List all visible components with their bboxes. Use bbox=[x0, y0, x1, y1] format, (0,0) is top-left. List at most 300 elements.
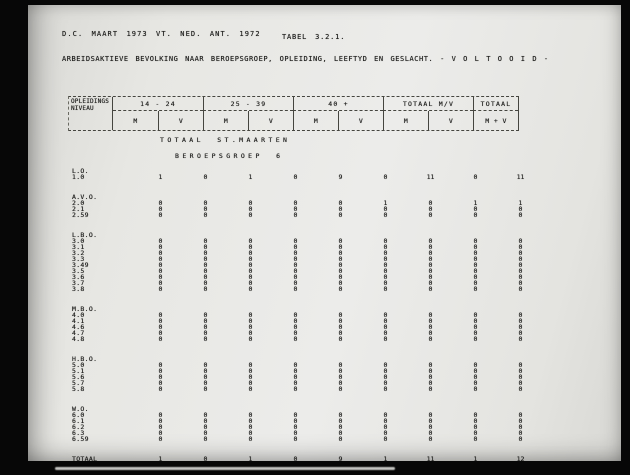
row-code: 3.49 bbox=[72, 261, 89, 269]
cell-value: 0 bbox=[248, 317, 253, 325]
cell-value: 0 bbox=[473, 311, 478, 319]
cell-value: 0 bbox=[428, 211, 433, 219]
cell-value: 0 bbox=[158, 243, 163, 251]
cell-value: 0 bbox=[383, 249, 388, 257]
education-group bbox=[68, 194, 543, 218]
cell-value: 0 bbox=[338, 199, 343, 207]
cell-value: 0 bbox=[428, 373, 433, 381]
cell-value: 0 bbox=[293, 311, 298, 319]
row-code: 5.7 bbox=[72, 379, 85, 387]
cell-value: 0 bbox=[293, 379, 298, 387]
cell-value: 0 bbox=[473, 261, 478, 269]
cell-value: 0 bbox=[293, 279, 298, 287]
cell-value: 0 bbox=[383, 285, 388, 293]
cell-value: 0 bbox=[203, 199, 208, 207]
cell-value: 0 bbox=[248, 237, 253, 245]
education-group bbox=[68, 232, 543, 292]
cell-value: 0 bbox=[473, 273, 478, 281]
cell-value: 0 bbox=[518, 329, 523, 337]
cell-value: 0 bbox=[203, 237, 208, 245]
cell-value: 0 bbox=[338, 423, 343, 431]
cell-value: 0 bbox=[428, 261, 433, 269]
cell-value: 0 bbox=[203, 335, 208, 343]
education-group bbox=[68, 406, 543, 442]
cell-value: 0 bbox=[428, 243, 433, 251]
cell-value: 0 bbox=[473, 211, 478, 219]
cell-value: 0 bbox=[203, 361, 208, 369]
cell-value: 0 bbox=[518, 255, 523, 263]
title-text: D.C. MAART 1973 VT. NED. ANT. 1972 bbox=[62, 30, 261, 38]
age-col-header: TOTAAL M/V bbox=[383, 97, 473, 111]
cell-value: 0 bbox=[338, 237, 343, 245]
row-code: 3.2 bbox=[72, 249, 85, 257]
age-col-header: TOTAAL bbox=[473, 97, 518, 111]
cell-value: 0 bbox=[338, 323, 343, 331]
cell-value: 0 bbox=[293, 411, 298, 419]
row-code: 3.6 bbox=[72, 273, 85, 281]
cell-value: 0 bbox=[338, 317, 343, 325]
row-code: 4.0 bbox=[72, 311, 85, 319]
cell-value: 0 bbox=[428, 237, 433, 245]
cell-value: 0 bbox=[248, 255, 253, 263]
table-row bbox=[68, 436, 543, 442]
cell-value: 0 bbox=[248, 279, 253, 287]
table-body-area bbox=[68, 168, 543, 462]
cell-value: 9 bbox=[338, 173, 343, 181]
group-heading: A.V.O. bbox=[72, 193, 98, 201]
cell-value: 0 bbox=[203, 285, 208, 293]
cell-value: 0 bbox=[338, 261, 343, 269]
table-body bbox=[68, 168, 543, 442]
sex-col-header: V bbox=[338, 111, 383, 130]
cell-value: 0 bbox=[473, 385, 478, 393]
cell-value: 0 bbox=[203, 367, 208, 375]
cell-value: 0 bbox=[473, 285, 478, 293]
cell-value: 0 bbox=[248, 435, 253, 443]
cell-value: 0 bbox=[248, 417, 253, 425]
row-code: 4.1 bbox=[72, 317, 85, 325]
cell-value: 0 bbox=[473, 237, 478, 245]
cell-value: 0 bbox=[383, 367, 388, 375]
cell-value: 0 bbox=[158, 429, 163, 437]
cell-value: 0 bbox=[203, 279, 208, 287]
cell-value: 0 bbox=[158, 317, 163, 325]
group-heading: M.B.O. bbox=[72, 305, 98, 313]
cell-value: 0 bbox=[383, 211, 388, 219]
sex-col-header: M bbox=[383, 111, 428, 130]
stub-header bbox=[69, 97, 113, 130]
cell-value: 0 bbox=[293, 335, 298, 343]
cell-value: 1 bbox=[158, 173, 163, 181]
cell-value: 0 bbox=[518, 379, 523, 387]
cell-value: 0 bbox=[158, 279, 163, 287]
cell-value: 0 bbox=[293, 317, 298, 325]
table-row bbox=[68, 336, 543, 342]
cell-value: 0 bbox=[293, 267, 298, 275]
cell-value: 12 bbox=[516, 455, 525, 463]
cell-value: 0 bbox=[383, 373, 388, 381]
cell-value: 0 bbox=[338, 211, 343, 219]
cell-value: 11 bbox=[426, 455, 435, 463]
cell-value: 0 bbox=[383, 417, 388, 425]
cell-value: 0 bbox=[203, 267, 208, 275]
cell-value: 0 bbox=[473, 379, 478, 387]
cell-value: 0 bbox=[338, 243, 343, 251]
cell-value: 0 bbox=[158, 261, 163, 269]
row-code: 4.6 bbox=[72, 323, 85, 331]
cell-value: 0 bbox=[203, 455, 208, 463]
cell-value: 0 bbox=[158, 435, 163, 443]
cell-value: 0 bbox=[428, 379, 433, 387]
cell-value: 0 bbox=[338, 249, 343, 257]
cell-value: 0 bbox=[203, 211, 208, 219]
row-code: 2.0 bbox=[72, 199, 85, 207]
cell-value: 0 bbox=[158, 211, 163, 219]
table-header bbox=[68, 96, 519, 131]
cell-value: 0 bbox=[248, 423, 253, 431]
cell-value: 0 bbox=[293, 329, 298, 337]
cell-value: 0 bbox=[203, 317, 208, 325]
cell-value: 0 bbox=[383, 411, 388, 419]
sex-col-header: M bbox=[293, 111, 338, 130]
cell-value: 0 bbox=[248, 323, 253, 331]
age-col-header: 14 - 24 bbox=[113, 97, 203, 111]
cell-value: 0 bbox=[248, 243, 253, 251]
cell-value: 0 bbox=[518, 205, 523, 213]
stub-line-1: OPLEIDINGS bbox=[71, 98, 110, 105]
table-number: TABEL 3.2.1. bbox=[282, 33, 346, 41]
cell-value: 0 bbox=[248, 335, 253, 343]
cell-value: 0 bbox=[293, 373, 298, 381]
scan-streak bbox=[55, 467, 395, 470]
cell-value: 0 bbox=[383, 329, 388, 337]
cell-value: 0 bbox=[428, 267, 433, 275]
cell-value: 0 bbox=[338, 285, 343, 293]
cell-value: 0 bbox=[383, 317, 388, 325]
cell-value: 0 bbox=[473, 255, 478, 263]
cell-value: 0 bbox=[428, 279, 433, 287]
cell-value: 0 bbox=[383, 273, 388, 281]
cell-value: 0 bbox=[473, 423, 478, 431]
cell-value: 0 bbox=[383, 255, 388, 263]
cell-value: 0 bbox=[158, 385, 163, 393]
cell-value: 0 bbox=[428, 273, 433, 281]
cell-value: 0 bbox=[518, 273, 523, 281]
cell-value: 0 bbox=[338, 273, 343, 281]
cell-value: 0 bbox=[248, 261, 253, 269]
cell-value: 0 bbox=[203, 205, 208, 213]
cell-value: 0 bbox=[338, 385, 343, 393]
cell-value: 0 bbox=[203, 379, 208, 387]
cell-value: 0 bbox=[518, 373, 523, 381]
section-total-line: TOTAAL ST.MAARTEN bbox=[160, 136, 291, 144]
cell-value: 0 bbox=[248, 285, 253, 293]
cell-value: 0 bbox=[203, 249, 208, 257]
cell-value: 0 bbox=[203, 329, 208, 337]
row-code: 3.3 bbox=[72, 255, 85, 263]
cell-value: 0 bbox=[338, 311, 343, 319]
cell-value: 0 bbox=[428, 329, 433, 337]
cell-value: 0 bbox=[428, 285, 433, 293]
cell-value: 0 bbox=[518, 435, 523, 443]
education-group bbox=[68, 306, 543, 342]
cell-value: 0 bbox=[428, 367, 433, 375]
row-code: 6.0 bbox=[72, 411, 85, 419]
cell-value: 0 bbox=[383, 267, 388, 275]
cell-value: 0 bbox=[428, 335, 433, 343]
cell-value: 0 bbox=[158, 255, 163, 263]
cell-value: 1 bbox=[518, 199, 523, 207]
cell-value: 0 bbox=[518, 335, 523, 343]
cell-value: 0 bbox=[428, 199, 433, 207]
cell-value: 0 bbox=[203, 429, 208, 437]
row-code: 5.6 bbox=[72, 373, 85, 381]
table-row bbox=[68, 286, 543, 292]
cell-value: 0 bbox=[203, 173, 208, 181]
cell-value: 0 bbox=[473, 367, 478, 375]
cell-value: 0 bbox=[158, 379, 163, 387]
row-code: 3.1 bbox=[72, 243, 85, 251]
cell-value: 0 bbox=[248, 249, 253, 257]
cell-value: 0 bbox=[518, 323, 523, 331]
sex-col-header: V bbox=[158, 111, 203, 130]
cell-value: 0 bbox=[293, 385, 298, 393]
row-code: 6.59 bbox=[72, 435, 89, 443]
cell-value: 0 bbox=[293, 423, 298, 431]
cell-value: 0 bbox=[428, 429, 433, 437]
sex-col-header: M bbox=[133, 116, 138, 125]
table-row bbox=[68, 212, 543, 218]
cell-value: 0 bbox=[248, 411, 253, 419]
cell-value: 0 bbox=[338, 373, 343, 381]
cell-value: 0 bbox=[248, 373, 253, 381]
cell-value: 0 bbox=[158, 205, 163, 213]
cell-value: 0 bbox=[338, 361, 343, 369]
cell-value: 0 bbox=[338, 435, 343, 443]
cell-value: 0 bbox=[473, 173, 478, 181]
education-group bbox=[68, 168, 543, 180]
row-code: 2.1 bbox=[72, 205, 85, 213]
cell-value: 0 bbox=[428, 323, 433, 331]
cell-value: 0 bbox=[383, 379, 388, 387]
cell-value: 0 bbox=[383, 361, 388, 369]
cell-value: 0 bbox=[473, 317, 478, 325]
cell-value: 0 bbox=[473, 435, 478, 443]
cell-value: 0 bbox=[158, 273, 163, 281]
cell-value: 0 bbox=[383, 429, 388, 437]
cell-value: 0 bbox=[518, 417, 523, 425]
cell-value: 0 bbox=[383, 279, 388, 287]
cell-value: 0 bbox=[338, 335, 343, 343]
cell-value: 0 bbox=[293, 211, 298, 219]
cell-value: 0 bbox=[383, 311, 388, 319]
cell-value: 0 bbox=[293, 367, 298, 375]
cell-value: 0 bbox=[383, 323, 388, 331]
cell-value: 0 bbox=[248, 329, 253, 337]
table-row bbox=[68, 456, 543, 462]
cell-value: 0 bbox=[383, 243, 388, 251]
cell-value: 0 bbox=[338, 329, 343, 337]
cell-value: 0 bbox=[518, 279, 523, 287]
row-code: 5.0 bbox=[72, 361, 85, 369]
cell-value: 0 bbox=[293, 261, 298, 269]
cell-value: 0 bbox=[293, 205, 298, 213]
cell-value: 0 bbox=[158, 335, 163, 343]
cell-value: 0 bbox=[293, 273, 298, 281]
total-row bbox=[68, 456, 543, 462]
cell-value: 0 bbox=[248, 311, 253, 319]
row-code: 5.1 bbox=[72, 367, 85, 375]
cell-value: 0 bbox=[428, 417, 433, 425]
cell-value: 0 bbox=[158, 411, 163, 419]
cell-value: 0 bbox=[473, 279, 478, 287]
cell-value: 0 bbox=[383, 423, 388, 431]
row-code: 6.2 bbox=[72, 423, 85, 431]
cell-value: 0 bbox=[293, 455, 298, 463]
cell-value: 0 bbox=[473, 267, 478, 275]
row-code: 6.3 bbox=[72, 429, 85, 437]
cell-value: 0 bbox=[293, 249, 298, 257]
cell-value: 0 bbox=[428, 205, 433, 213]
cell-value: 1 bbox=[248, 173, 253, 181]
cell-value: 0 bbox=[293, 237, 298, 245]
cell-value: 0 bbox=[203, 311, 208, 319]
cell-value: 0 bbox=[203, 273, 208, 281]
cell-value: 0 bbox=[518, 237, 523, 245]
cell-value: 0 bbox=[248, 385, 253, 393]
cell-value: 0 bbox=[473, 323, 478, 331]
cell-value: 0 bbox=[473, 417, 478, 425]
cell-value: 0 bbox=[293, 429, 298, 437]
cell-value: 11 bbox=[426, 173, 435, 181]
cell-value: 1 bbox=[473, 455, 478, 463]
cell-value: 1 bbox=[248, 455, 253, 463]
page-subtitle: ARBEIDSAKTIEVE BEVOLKING NAAR BEROEPSGROEP, OPLEIDING, LEEFTYD EN GESLACHT. - V O L T O O I D - bbox=[62, 55, 549, 63]
cell-value: 0 bbox=[383, 173, 388, 181]
cell-value: 1 bbox=[158, 455, 163, 463]
cell-value: 0 bbox=[473, 429, 478, 437]
cell-value: 0 bbox=[293, 323, 298, 331]
cell-value: 0 bbox=[383, 237, 388, 245]
cell-value: 0 bbox=[203, 255, 208, 263]
cell-value: 1 bbox=[473, 199, 478, 207]
row-code: 4.8 bbox=[72, 335, 85, 343]
cell-value: 0 bbox=[248, 267, 253, 275]
cell-value: 0 bbox=[518, 267, 523, 275]
row-code: 3.7 bbox=[72, 279, 85, 287]
cell-value: 1 bbox=[383, 455, 388, 463]
row-code: 3.0 bbox=[72, 237, 85, 245]
cell-value: 0 bbox=[518, 311, 523, 319]
cell-value: 0 bbox=[338, 205, 343, 213]
row-code: 5.8 bbox=[72, 385, 85, 393]
cell-value: 0 bbox=[248, 429, 253, 437]
cell-value: 0 bbox=[383, 205, 388, 213]
cell-value: 0 bbox=[518, 285, 523, 293]
sex-col-header: M bbox=[203, 111, 248, 130]
cell-value: 0 bbox=[158, 237, 163, 245]
table-row bbox=[68, 174, 543, 180]
cell-value: 0 bbox=[293, 173, 298, 181]
cell-value: 0 bbox=[518, 429, 523, 437]
cell-value: 0 bbox=[248, 361, 253, 369]
sex-col-header: V bbox=[428, 111, 473, 130]
cell-value: 0 bbox=[428, 411, 433, 419]
cell-value: 0 bbox=[473, 329, 478, 337]
cell-value: 0 bbox=[428, 361, 433, 369]
cell-value: 0 bbox=[383, 435, 388, 443]
row-code: 1.0 bbox=[72, 173, 85, 181]
cell-value: 0 bbox=[338, 417, 343, 425]
cell-value: 0 bbox=[338, 429, 343, 437]
cell-value: 11 bbox=[516, 173, 525, 181]
cell-value: 0 bbox=[428, 423, 433, 431]
row-code: 3.8 bbox=[72, 285, 85, 293]
cell-value: 0 bbox=[248, 199, 253, 207]
cell-value: 0 bbox=[518, 423, 523, 431]
row-code: 3.5 bbox=[72, 267, 85, 275]
group-heading: L.B.O. bbox=[72, 231, 98, 239]
cell-value: 0 bbox=[383, 385, 388, 393]
cell-value: 0 bbox=[473, 411, 478, 419]
cell-value: 0 bbox=[428, 435, 433, 443]
cell-value: 0 bbox=[158, 249, 163, 257]
cell-value: 0 bbox=[293, 199, 298, 207]
cell-value: 0 bbox=[338, 367, 343, 375]
cell-value: 0 bbox=[293, 435, 298, 443]
cell-value: 0 bbox=[428, 311, 433, 319]
cell-value: 0 bbox=[338, 379, 343, 387]
stub-line-2: NIVEAU bbox=[71, 104, 94, 112]
cell-value: 0 bbox=[473, 249, 478, 257]
cell-value: 0 bbox=[203, 385, 208, 393]
cell-value: 0 bbox=[338, 255, 343, 263]
row-code: 4.7 bbox=[72, 329, 85, 337]
table-row bbox=[68, 386, 543, 392]
cell-value: 0 bbox=[203, 435, 208, 443]
total-label: TOTAAL bbox=[72, 455, 98, 463]
cell-value: 0 bbox=[338, 267, 343, 275]
cell-value: 0 bbox=[158, 373, 163, 381]
cell-value: 0 bbox=[428, 385, 433, 393]
cell-value: 0 bbox=[203, 243, 208, 251]
cell-value: 0 bbox=[158, 285, 163, 293]
cell-value: 0 bbox=[248, 379, 253, 387]
cell-value: 0 bbox=[203, 423, 208, 431]
cell-value: 0 bbox=[158, 423, 163, 431]
row-code: 6.1 bbox=[72, 417, 85, 425]
document-page bbox=[28, 5, 621, 461]
cell-value: 0 bbox=[158, 267, 163, 275]
cell-value: 0 bbox=[338, 411, 343, 419]
cell-value: 0 bbox=[473, 361, 478, 369]
cell-value: 0 bbox=[158, 199, 163, 207]
group-heading: W.O. bbox=[72, 405, 89, 413]
row-code: 2.59 bbox=[72, 211, 89, 219]
cell-value: 9 bbox=[338, 455, 343, 463]
education-group bbox=[68, 356, 543, 392]
cell-value: 0 bbox=[383, 261, 388, 269]
cell-value: 0 bbox=[158, 323, 163, 331]
cell-value: 0 bbox=[428, 317, 433, 325]
cell-value: 0 bbox=[248, 367, 253, 375]
cell-value: 0 bbox=[518, 249, 523, 257]
cell-value: 0 bbox=[248, 273, 253, 281]
cell-value: 0 bbox=[158, 367, 163, 375]
sex-col-header: M + V bbox=[473, 111, 518, 130]
section-group-line: BEROEPSGROEP 6 bbox=[175, 152, 284, 160]
cell-value: 0 bbox=[248, 211, 253, 219]
